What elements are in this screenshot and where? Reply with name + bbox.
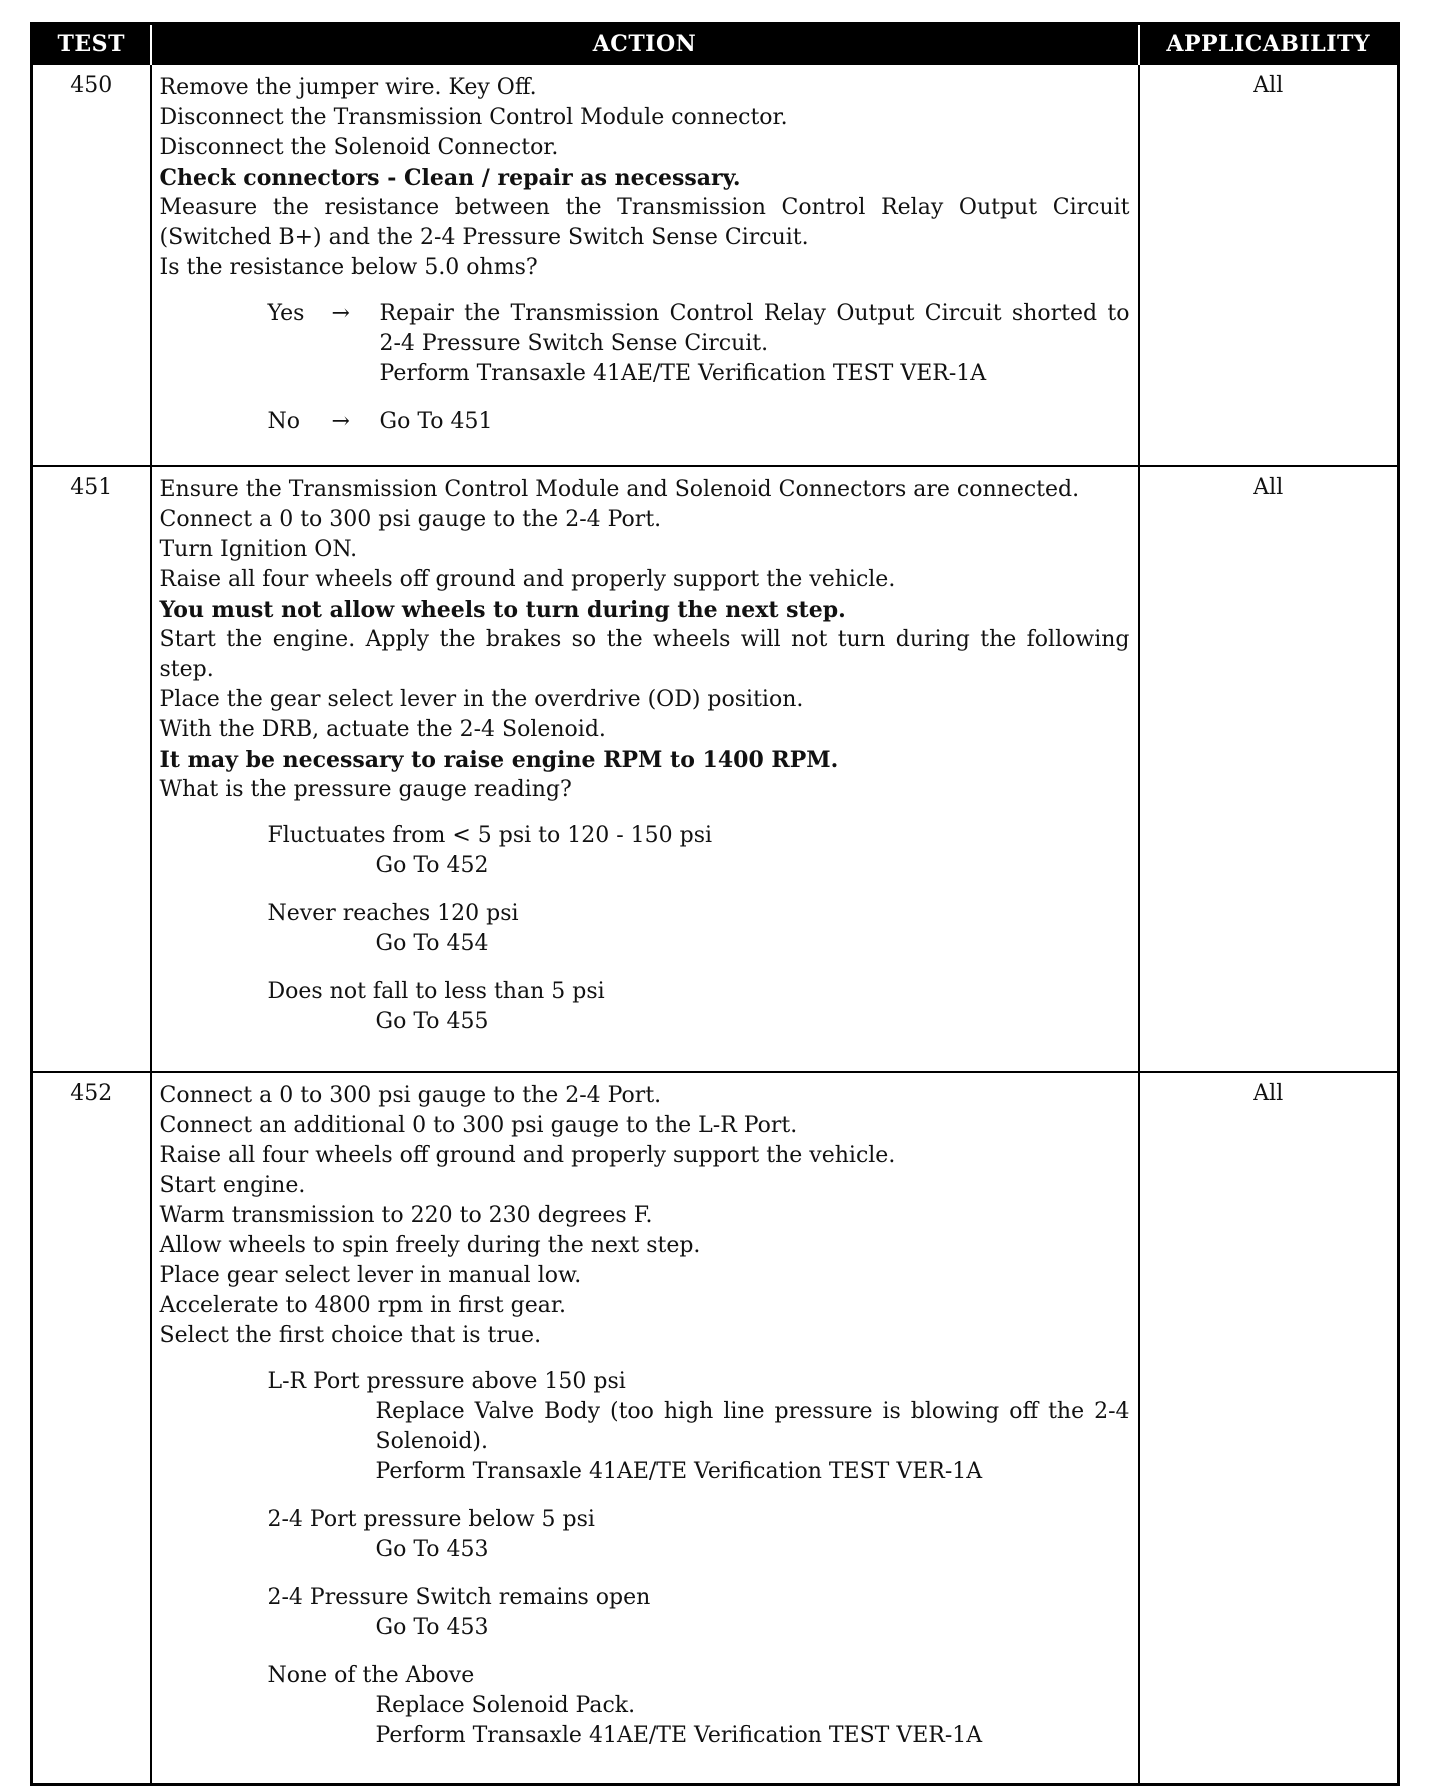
outcome-result: Perform Transaxle 41AE/TE Verification TEST VER-1A — [375, 1459, 983, 1484]
outcome-condition: Never reaches 120 psi — [267, 901, 519, 926]
outcome-result: Go To 453 — [375, 1537, 489, 1562]
outcome-option — [268, 821, 1130, 881]
step-text: Disconnect the Solenoid Connector. — [159, 135, 559, 160]
step-question: What is the pressure gauge reading? — [159, 777, 572, 802]
table-row — [32, 64, 1399, 466]
outcome-option — [268, 1367, 1130, 1487]
outcome-result: Replace Valve Body (too high line pressure is blowing off the 2-4 Solenoid). — [375, 1399, 1130, 1454]
step-warning: You must not allow wheels to turn during the next step. — [159, 597, 846, 623]
outcome-condition: Does not fall to less than 5 psi — [267, 979, 605, 1004]
step-text: Disconnect the Transmission Control Module connector. — [159, 105, 788, 130]
header-action: ACTION — [151, 24, 1139, 65]
outcome-condition: 2-4 Pressure Switch remains open — [267, 1585, 651, 1610]
action-cell — [151, 1072, 1139, 1785]
step-question: Is the resistance below 5.0 ohms? — [159, 255, 538, 280]
no-result: Go To 451 — [379, 409, 493, 434]
step-text: Place gear select lever in manual low. — [159, 1263, 582, 1288]
outcome-result: Replace Solenoid Pack. — [375, 1693, 636, 1718]
step-question: Select the first choice that is true. — [159, 1323, 542, 1348]
answer-options — [160, 1367, 1130, 1751]
step-text: Accelerate to 4800 rpm in first gear. — [159, 1293, 566, 1318]
result-text: Perform Transaxle 41AE/TE Verification TEST VER-1A — [379, 361, 987, 386]
outcome-option — [268, 977, 1130, 1037]
applicability: All — [1139, 466, 1399, 1072]
yes-result — [380, 299, 1130, 389]
step-text: Connect a 0 to 300 psi gauge to the 2-4 Port. — [159, 1083, 662, 1108]
step-text: Raise all four wheels off ground and properly support the vehicle. — [159, 567, 896, 592]
no-option — [268, 407, 1130, 437]
step-text: With the DRB, actuate the 2-4 Solenoid. — [159, 717, 606, 742]
yes-option — [268, 299, 1130, 389]
diagnostic-table — [30, 22, 1400, 1786]
arrow-right-icon: → — [331, 301, 350, 326]
table-row — [32, 466, 1399, 1072]
applicability: All — [1139, 1072, 1399, 1785]
step-warning: Check connectors - Clean / repair as necessary. — [159, 165, 741, 191]
step-text: Connect an additional 0 to 300 psi gauge to the L-R Port. — [159, 1113, 798, 1138]
step-text: Measure the resistance between the Transmission Control Relay Output Circuit (Switched B+) and the 2-4 Pressure Switch Sense Circuit. — [159, 195, 1130, 250]
table-row — [32, 1072, 1399, 1785]
header-applicability: APPLICABILITY — [1139, 24, 1399, 65]
step-text: Start the engine. Apply the brakes so the wheels will not turn during the following step. — [159, 627, 1130, 682]
step-text: Place the gear select lever in the overdrive (OD) position. — [159, 687, 804, 712]
outcome-option — [268, 1583, 1130, 1643]
step-text: Start engine. — [159, 1173, 306, 1198]
action-cell — [151, 64, 1139, 466]
step-text: Ensure the Transmission Control Module and Solenoid Connectors are connected. — [159, 477, 1080, 502]
outcome-result: Perform Transaxle 41AE/TE Verification TEST VER-1A — [375, 1723, 983, 1748]
outcome-result: Go To 454 — [375, 931, 489, 956]
outcome-condition: L-R Port pressure above 150 psi — [267, 1369, 626, 1394]
step-text: Allow wheels to spin freely during the next step. — [159, 1233, 701, 1258]
test-number: 450 — [32, 64, 151, 466]
outcome-result: Go To 455 — [375, 1009, 489, 1034]
step-text: Remove the jumper wire. Key Off. — [159, 75, 537, 100]
step-text: Warm transmission to 220 to 230 degrees F. — [159, 1203, 653, 1228]
test-number: 451 — [32, 466, 151, 1072]
table-header — [32, 24, 1399, 65]
outcome-condition: None of the Above — [267, 1663, 475, 1688]
arrow-right-icon: → — [331, 409, 350, 434]
step-warning: It may be necessary to raise engine RPM to 1400 RPM. — [159, 747, 839, 773]
answer-options — [160, 821, 1130, 1037]
applicability: All — [1139, 64, 1399, 466]
test-number: 452 — [32, 1072, 151, 1785]
yes-label: Yes — [267, 301, 305, 326]
outcome-result: Go To 453 — [375, 1615, 489, 1640]
header-test: TEST — [32, 24, 151, 65]
outcome-option — [268, 1505, 1130, 1565]
step-text: Raise all four wheels off ground and properly support the vehicle. — [159, 1143, 896, 1168]
outcome-condition: 2-4 Port pressure below 5 psi — [267, 1507, 595, 1532]
outcome-option — [268, 1661, 1130, 1751]
outcome-condition: Fluctuates from < 5 psi to 120 - 150 psi — [267, 823, 713, 848]
action-cell — [151, 466, 1139, 1072]
no-label: No — [267, 409, 300, 434]
outcome-option — [268, 899, 1130, 959]
step-text: Turn Ignition ON. — [159, 537, 358, 562]
outcome-result: Go To 452 — [375, 853, 489, 878]
result-text: Repair the Transmission Control Relay Output Circuit shorted to 2-4 Pressure Switch Sense Circuit. — [379, 301, 1130, 356]
answer-options — [160, 299, 1130, 437]
step-text: Connect a 0 to 300 psi gauge to the 2-4 Port. — [159, 507, 662, 532]
